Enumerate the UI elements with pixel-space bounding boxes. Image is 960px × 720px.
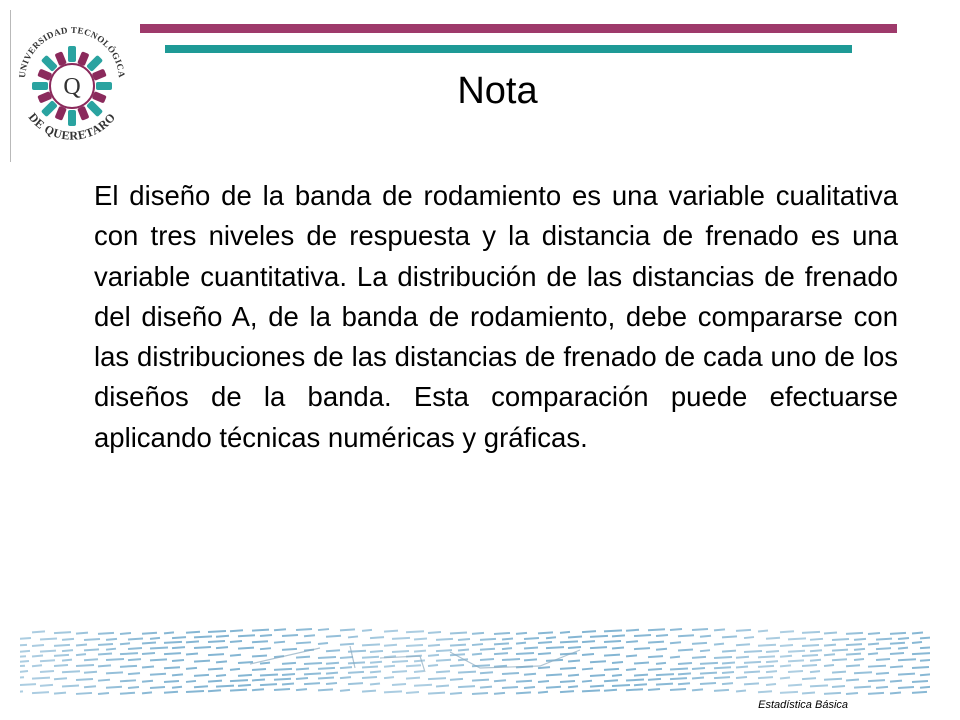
logo-bottom-text: DE QUERETARO [25,110,119,143]
footer-pattern-graphic [20,628,930,696]
logo-top-text: UNIVERSIDAD TECNOLÓGICA [16,24,128,79]
logo-center-letter: Q [63,74,81,100]
slide-body-text: El diseño de la banda de rodamiento es una variable cualitativa con tres niveles de respuesta y la distancia de frenado es una variable cuantitativa. La distribución de las distancias de frenado del diseño A, de la banda de rodamiento, debe compararse con las distribuciones de las distancias de frenado de cada uno de los diseños de la banda. Esta comparación puede efectuarse aplicando técnicas numéricas y gráficas. [94,180,898,453]
footer-label: Estadística Básica [758,699,848,711]
header-accent-bar-teal [165,45,852,53]
footer-decorative-band [20,628,930,696]
slide-title: Nota [457,70,538,112]
header-accent-bar-magenta [140,24,897,33]
